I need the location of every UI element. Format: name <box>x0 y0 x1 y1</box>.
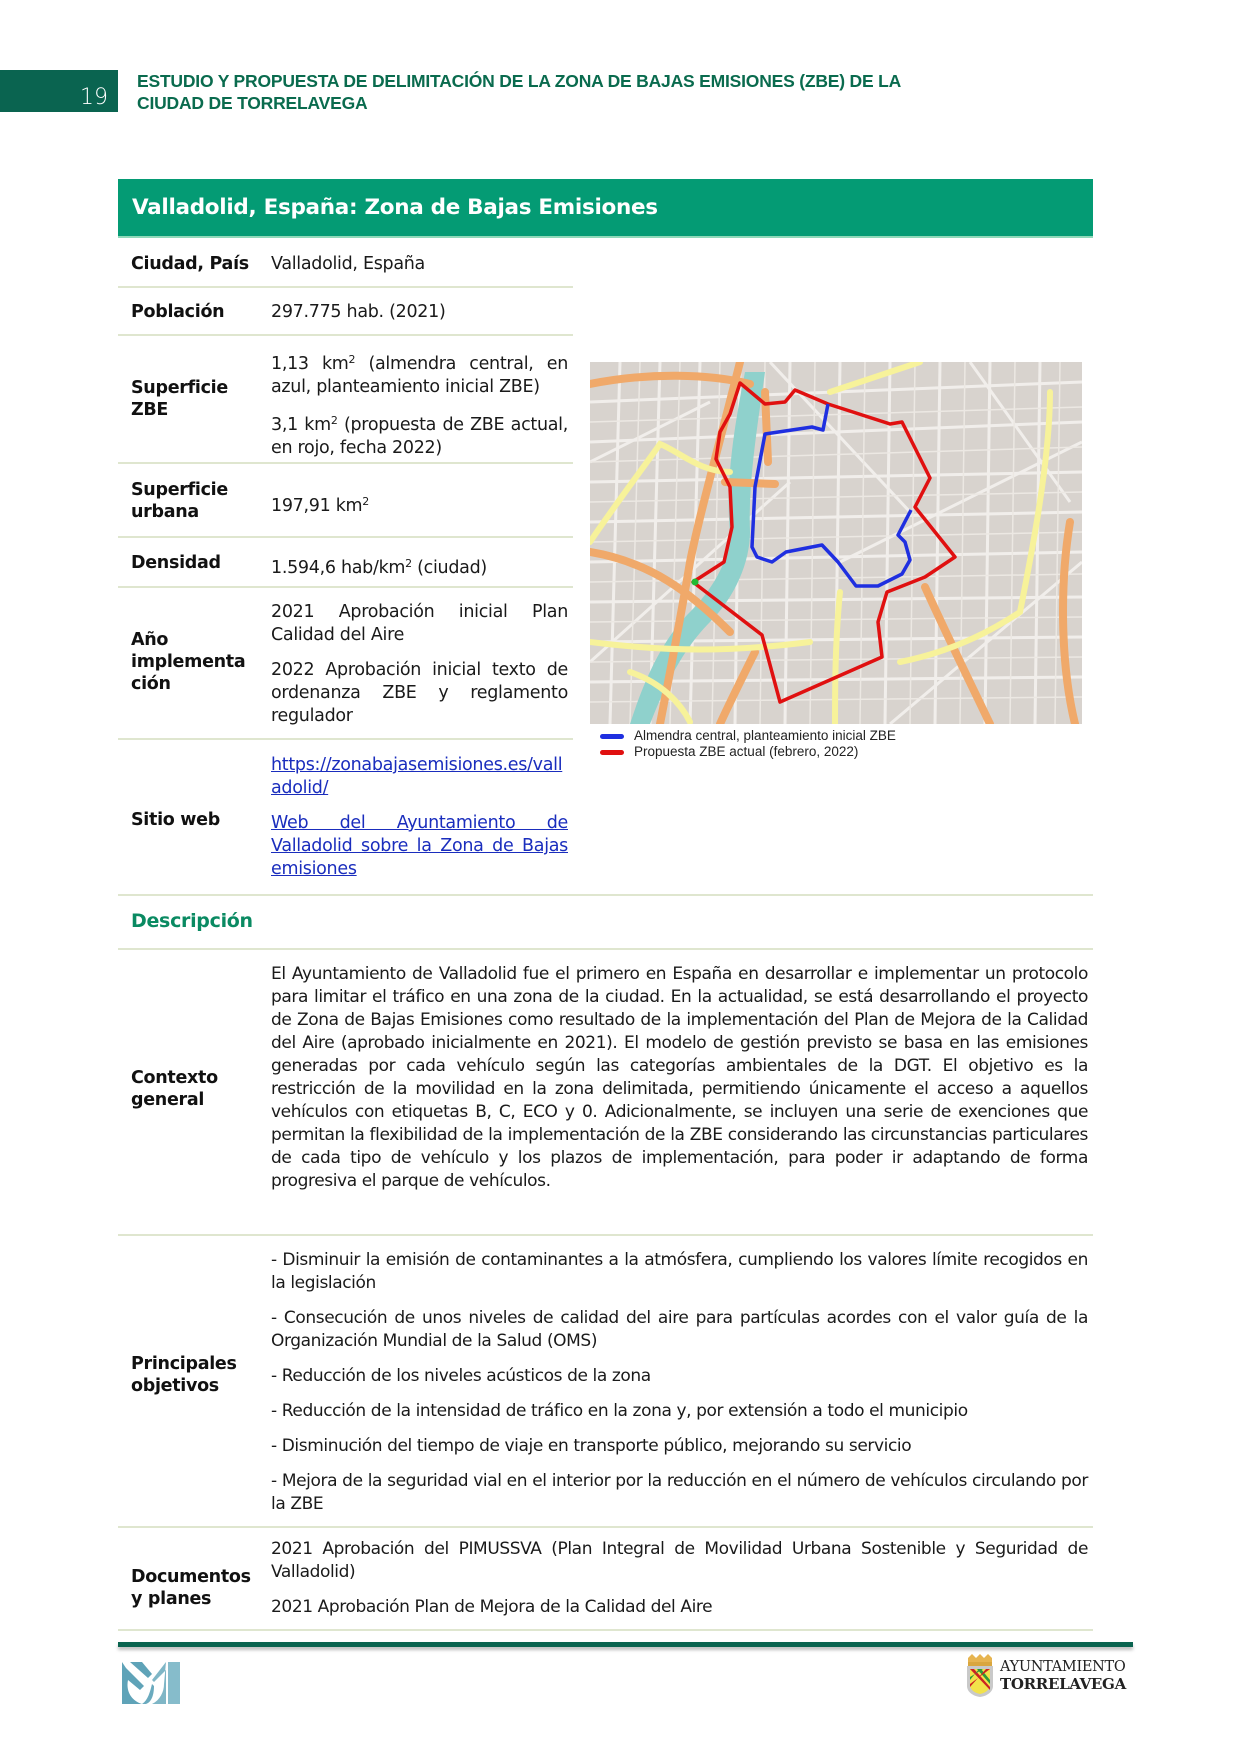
row-descripcion-heading <box>118 896 1093 950</box>
row-label-line: Superficie <box>131 480 228 500</box>
row-anio-implementacion <box>118 588 573 740</box>
row-ciudad <box>118 240 573 288</box>
card-title: Valladolid, España: Zona de Bajas Emisiones <box>118 179 1093 238</box>
row-sitio-web <box>118 740 1093 896</box>
map-marker <box>692 579 699 586</box>
row-label-line: Contexto <box>131 1068 218 1088</box>
row-label-line: y planes <box>131 1589 212 1609</box>
objective-item: - Mejora de la seguridad vial en el interior por la reducción en el número de vehículos circulando por la ZBE <box>271 1471 1088 1514</box>
legend-label: Almendra central, planteamiento inicial ZBE <box>634 728 896 743</box>
document-title-line2: CIUDAD DE TORRELAVEGA <box>137 93 368 113</box>
row-value <box>271 601 568 728</box>
coat-of-arms-icon <box>965 1654 995 1698</box>
row-label <box>131 1353 237 1397</box>
objective-item: - Disminución del tiempo de viaje en transporte público, mejorando su servicio <box>271 1436 912 1456</box>
row-label-line: general <box>131 1090 205 1110</box>
row-label <box>131 479 228 523</box>
consultancy-logo-icon <box>122 1662 182 1704</box>
document-title <box>137 70 957 114</box>
document-item: 2021 Aprobación Plan de Mejora de la Calidad del Aire <box>271 1597 713 1617</box>
footer-divider <box>118 1642 1133 1647</box>
legend-swatch <box>600 734 624 739</box>
description-heading: Descripción <box>131 910 253 932</box>
logo-line1: AYUNTAMIENTO <box>1000 1659 1126 1675</box>
row-label: Población <box>131 302 225 322</box>
row-label: Ciudad, País <box>131 254 249 274</box>
row-densidad <box>118 538 573 588</box>
objective-item: - Disminuir la emisión de contaminantes a la atmósfera, cumpliendo los valores límite recogidos en la legislación <box>271 1250 1088 1293</box>
document-item: 2021 Aprobación del PIMUSSVA (Plan Integral de Movilidad Urbana Sostenible y Seguridad de Valladolid) <box>271 1539 1088 1582</box>
zbe-map <box>590 362 1082 724</box>
legend-item-red <box>600 744 896 760</box>
row-label-line: Documentos <box>131 1567 251 1587</box>
row-value <box>271 348 568 460</box>
legend-label: Propuesta ZBE actual (febrero, 2022) <box>634 744 859 759</box>
row-label-line: objetivos <box>131 1376 219 1396</box>
row-documentos-planes <box>118 1528 1093 1631</box>
row-label-line: urbana <box>131 502 199 522</box>
row-label: Sitio web <box>131 810 220 830</box>
row-principales-objetivos <box>118 1236 1093 1528</box>
row-superficie-zbe <box>118 336 573 464</box>
row-contexto-general <box>118 950 1093 1236</box>
legend-item-blue <box>600 728 896 744</box>
row-label <box>131 1566 251 1610</box>
implementation-item: 2022 Aprobación inicial texto de ordenanza ZBE y reglamento regulador <box>271 660 568 726</box>
map-legend <box>600 728 896 760</box>
row-label: Densidad <box>131 553 221 573</box>
implementation-item: 2021 Aprobación inicial Plan Calidad del Aire <box>271 602 568 645</box>
objective-item: - Consecución de unos niveles de calidad del aire para partículas acordes con el valor guía de la Organización Mundial de la Salud (OMS) <box>271 1308 1088 1351</box>
row-label <box>131 1067 218 1111</box>
objective-item: - Reducción de los niveles acústicos de la zona <box>271 1366 651 1386</box>
row-label-line: Superficie <box>131 378 228 398</box>
row-superficie-urbana <box>118 464 573 538</box>
legend-swatch <box>600 750 624 755</box>
map-graphic <box>590 362 1082 724</box>
zbe-area-red: 3,1 $km^2$ (propuesta de ZBE actual, en rojo, fecha 2022) <box>271 414 568 458</box>
ayuntamiento-logo <box>965 1654 1126 1698</box>
page-number-block <box>0 70 118 112</box>
row-value: Valladolid, España <box>271 254 425 274</box>
row-label-line: implementa <box>131 652 246 672</box>
objetivos-list <box>271 1249 1088 1516</box>
contexto-text: El Ayuntamiento de Valladolid fue el primero en España en desarrollar e implementar un protocolo para limitar el tráfico en una zona de la ciudad. En la actualidad, se está desarrollando el proyecto de Zona de Bajas Emisiones como resultado de la implementación del Plan de Mejora de la Calidad del Aire (aprobado inicialmente en 2021). El modelo de gestión previsto se basa en las emisiones generadas por cada vehículo según las categorías ambientales de la DGT. El objetivo es la restricción de la movilidad en la zona delimitada, permitiendo únicamente el acceso a aquellos vehículos con etiquetas B, C, ECO y 0. Adicionalmente, se incluyen una serie de exenciones que permitan la flexibilidad de la implementación de la ZBE considerando las circunstancias particulares de cada tipo de vehículo y los plazos de implementación, para poder ir adaptando de forma progresiva el parque de vehículos. <box>271 964 1088 1191</box>
row-label <box>131 629 245 695</box>
logo-line2: TORRELAVEGA <box>1000 1675 1126 1693</box>
row-value <box>271 754 568 881</box>
row-label-line: ción <box>131 674 171 694</box>
objective-item: - Reducción de la intensidad de tráfico en la zona y, por extensión a todo el municipio <box>271 1401 968 1421</box>
row-label-line: ZBE <box>131 400 169 420</box>
row-label <box>131 377 228 421</box>
row-poblacion <box>118 288 573 336</box>
documentos-list <box>271 1538 1088 1619</box>
row-value: 197,91 $km^2$ <box>271 495 369 516</box>
row-value: 297.775 hab. (2021) <box>271 302 446 322</box>
page-number: 19 <box>80 85 108 110</box>
zbe-area-blue: 1,13 $km^2$ (almendra central, en azul, planteamiento inicial ZBE) <box>271 353 569 397</box>
ayuntamiento-logo-text <box>1000 1659 1126 1693</box>
document-title-line1: ESTUDIO Y PROPUESTA DE DELIMITACIÓN DE LA ZONA DE BAJAS EMISIONES (ZBE) DE LA <box>137 71 902 91</box>
row-value: 1.594,6 hab/$km^2$ (ciudad) <box>271 557 487 578</box>
row-label-line: Principales <box>131 1354 237 1374</box>
row-label-line: Año <box>131 630 169 650</box>
ayuntamiento-website-link[interactable]: Web del Ayuntamiento de Valladolid sobre la Zona de Bajas emisiones <box>271 813 568 879</box>
zbe-website-link[interactable]: https://zonabajasemisiones.es/valladolid/ <box>271 755 563 798</box>
